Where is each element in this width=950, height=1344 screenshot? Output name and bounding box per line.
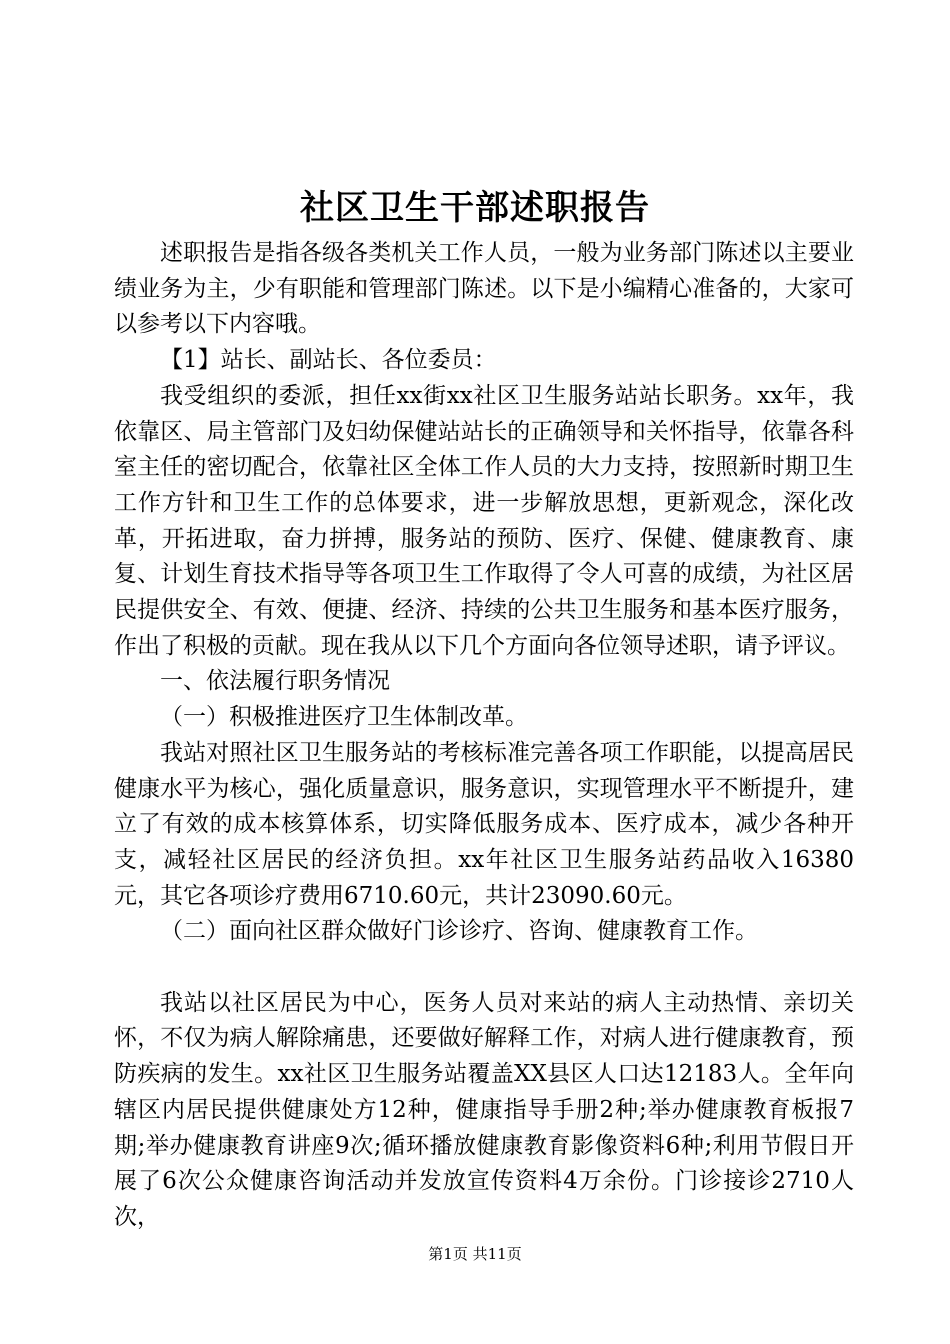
paragraph-overview: 我受组织的委派，担任xx街xx社区卫生服务站站长职务。xx年，我依靠区、局主管部门及妇幼保健站站长的正确领导和关怀指导，依靠各科室主任的密切配合，依靠社区全体工作人员的大力支持，按照新时期卫生工作方针和卫生工作的总体要求，进一步解放思想，更新观念，深化改革，开拓进取，奋力拼搏，服务站的预防、医疗、保健、健康教育、康复、计划生育技术指导等各项卫生工作取得了令人可喜的成绩，为社区居民提供安全、有效、便捷、经济、持续的公共卫生服务和基本医疗服务，作出了积极的贡献。现在我从以下几个方面向各位领导述职，请予评议。 [114, 382, 854, 659]
paragraph-intro: 述职报告是指各级各类机关工作人员，一般为业务部门陈述以主要业绩业务为主，少有职能和管理部门陈述。以下是小编精心准备的，大家可以参考以下内容哦。 [114, 240, 854, 338]
paragraph-salutation: 【1】站长、副站长、各位委员： [160, 347, 497, 374]
paragraph-reform: 我站对照社区卫生服务站的考核标准完善各项工作职能，以提高居民健康水平为核心，强化质量意识，服务意识，实现管理水平不断提升，建立了有效的成本核算体系，切实降低服务成本、医疗成本，减少各种开支，减轻社区居民的经济负担。xx年社区卫生服务站药品收入16380元，其它各项诊疗费用6710.60元，共计23090.60元。 [114, 739, 854, 909]
document-body [114, 236, 854, 1236]
subsection-heading-2: （二）面向社区群众做好门诊诊疗、咨询、健康教育工作。 [160, 918, 758, 945]
subsection-heading-1: （一）积极推进医疗卫生体制改革。 [160, 704, 528, 731]
document-title: 社区卫生干部述职报告 [300, 188, 650, 228]
page-footer: 第1页 共11页 [428, 1245, 522, 1263]
section-heading-1: 一、依法履行职务情况 [160, 668, 390, 695]
paragraph-outpatient: 我站以社区居民为中心，医务人员对来站的病人主动热情、亲切关怀，不仅为病人解除痛患，还要做好解释工作，对病人进行健康教育，预防疾病的发生。xx社区卫生服务站覆盖XX县区人口达12183人。全年向辖区内居民提供健康处方12种，健康指导手册2种;举办健康教育板报7期;举办健康教育讲座9次;循环播放健康教育影像资料6种;利用节假日开展了6次公众健康咨询活动并发放宣传资料4万余份。门诊接诊2710人次， [114, 989, 854, 1230]
blank-line [114, 950, 854, 986]
